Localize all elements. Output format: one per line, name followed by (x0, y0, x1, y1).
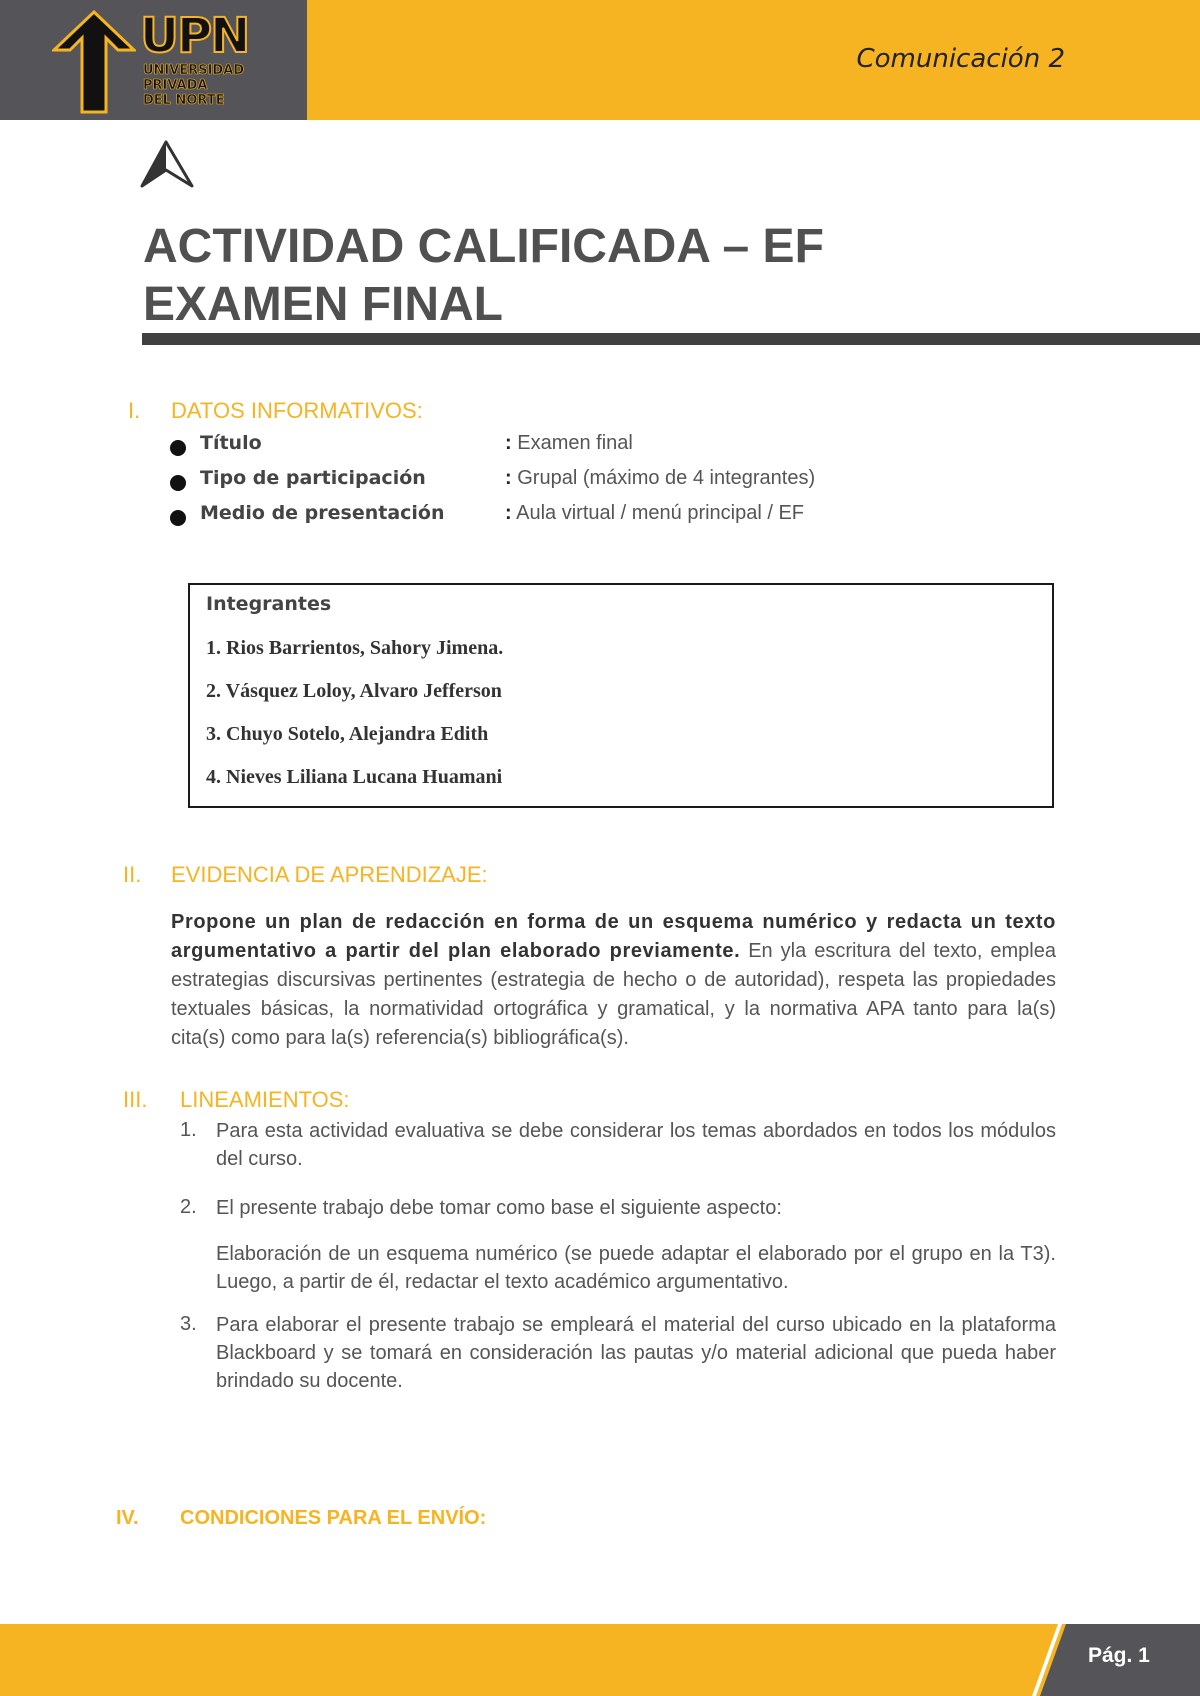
member-item: 4. Nieves Liliana Lucana Huamani (206, 766, 503, 788)
list-number: 3. (180, 1313, 197, 1335)
title-divider (142, 333, 1200, 345)
members-heading: Integrantes (206, 593, 332, 615)
bullet-icon (170, 510, 186, 526)
bullet-icon (170, 440, 186, 456)
arrow-up-icon (52, 10, 136, 114)
member-item: 3. Chuyo Sotelo, Alejandra Edith (206, 723, 489, 745)
bullet-icon (170, 475, 186, 491)
list-item-detail: Elaboración de un esquema numérico (se puede adaptar el elaborado por el grupo en la T3). Luego, a partir de él, redactar el texto académico argumentativo. (216, 1243, 1056, 1293)
logo-text: UPN (140, 8, 249, 64)
members-box (188, 583, 1054, 808)
page-number: Pág. 1 (1088, 1644, 1150, 1667)
member-item: 1. Rios Barrientos, Sahory Jimena. (206, 637, 504, 659)
navigation-arrow-icon (140, 140, 196, 188)
university-logo (0, 0, 307, 120)
list-item: Para elaborar el presente trabajo se empleará el material del curso ubicado en la plataforma Blackboard y se tomará en consideración las pautas y/o material adicional que pueda haber brindado su docente. (216, 1314, 1056, 1392)
member-item: 2. Vásquez Loloy, Alvaro Jefferson (206, 680, 502, 702)
document-title (143, 218, 824, 334)
evidence-paragraph: Propone un plan de redacción en forma de un esquema numérico y redacta un texto argumentativo a partir del plan elaborado previamente. En yla escritura del texto, emplea estrategias discursivas pertinentes (estrategia de hecho o de autoridad), respeta las propiedades textuales básicas, la normatividad ortográfica y gramatical, y la normativa APA tanto para la(s) cita(s) como para la(s) referencia(s) bibliográfica(s). (171, 911, 1056, 1049)
list-number: 1. (180, 1119, 197, 1141)
list-item: Para esta actividad evaluativa se debe considerar los temas abordados en todos los módulos del curso. (216, 1120, 1056, 1170)
title-line-2: EXAMEN FINAL (143, 278, 503, 331)
list-number: 2. (180, 1196, 197, 1218)
list-item: El presente trabajo debe tomar como base el siguiente aspecto: (216, 1197, 782, 1219)
course-name: Comunicación 2 (856, 44, 1065, 74)
logo-subtitle: UNIVERSIDAD PRIVADA DEL NORTE (143, 63, 245, 108)
footer-band (0, 1624, 1200, 1696)
title-line-1: ACTIVIDAD CALIFICADA – EF (143, 220, 824, 273)
